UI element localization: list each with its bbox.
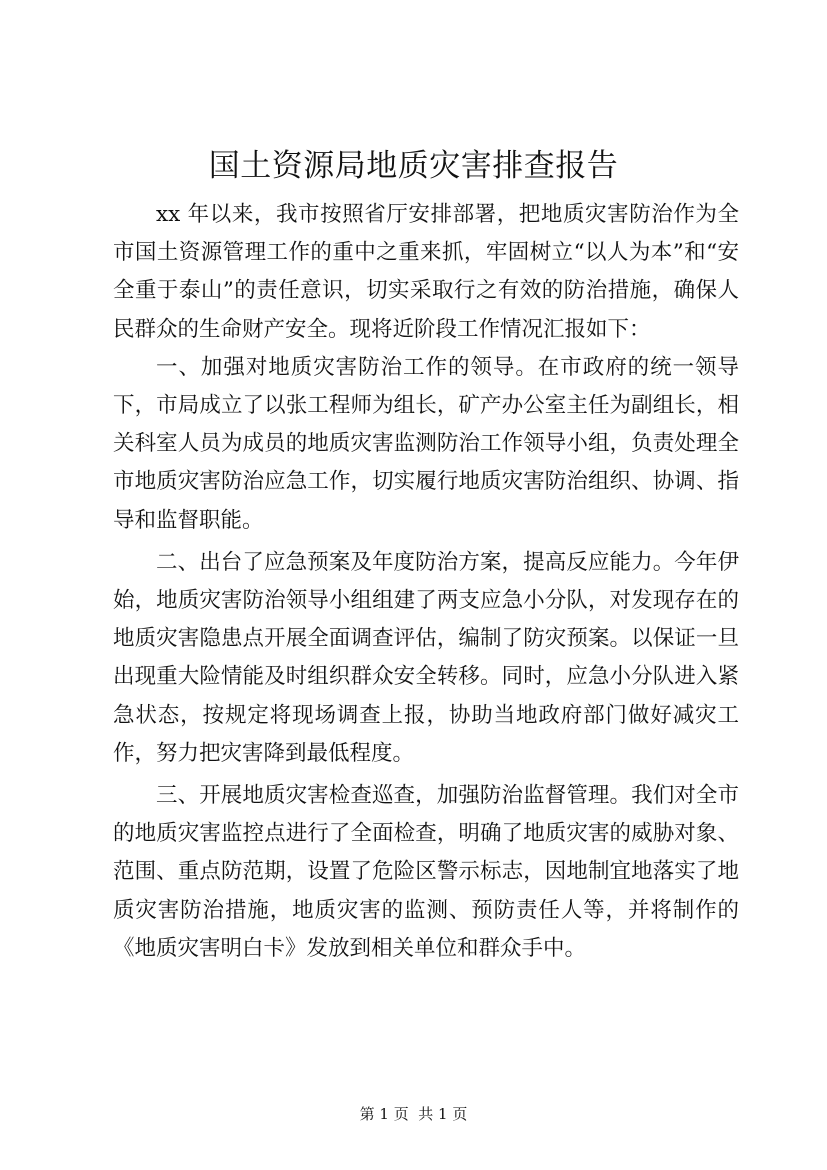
paragraph-intro: xx 年以来，我市按照省厅安排部署，把地质灾害防治作为全市国土资源管理工作的重中之重来抓，牢固树立“以人为本”和“安全重于泰山”的责任意识，切实采取行之有效的防治措施，确保人民群众的生命财产安全。现将近阶段工作情况汇报如下： <box>113 202 739 342</box>
document-body <box>113 196 739 968</box>
page-footer <box>0 1104 827 1124</box>
page-number: 第 1 页 共 1 页 <box>359 1105 468 1123</box>
document-title: 国土资源局地质灾害排查报告 <box>208 148 619 184</box>
paragraph-section-2: 二、出台了应急预案及年度防治方案，提高反应能力。今年伊始，地质灾害防治领导小组组建了两支应急小分队，对发现存在的地质灾害隐患点开展全面调查评估，编制了防灾预案。以保证一旦出现重大险情能及时组织群众安全转移。同时，应急小分队进入紧急状态，按规定将现场调查上报，协助当地政府部门做好减灾工作，努力把灾害降到最低程度。 <box>113 549 739 766</box>
paragraph-section-1: 一、加强对地质灾害防治工作的领导。在市政府的统一领导下，市局成立了以张工程师为组长，矿产办公室主任为副组长，相关科室人员为成员的地质灾害监测防治工作领导小组，负责处理全市地质灾害防治应急工作，切实履行地质灾害防治组织、协调、指导和监督职能。 <box>113 354 739 533</box>
paragraph-section-3: 三、开展地质灾害检查巡查，加强防治监督管理。我们对全市的地质灾害监控点进行了全面检查，明确了地质灾害的威胁对象、范围、重点防范期，设置了危险区警示标志，因地制宜地落实了地质灾害防治措施，地质灾害的监测、预防责任人等，并将制作的《地质灾害明白卡》发放到相关单位和群众手中。 <box>113 783 739 961</box>
